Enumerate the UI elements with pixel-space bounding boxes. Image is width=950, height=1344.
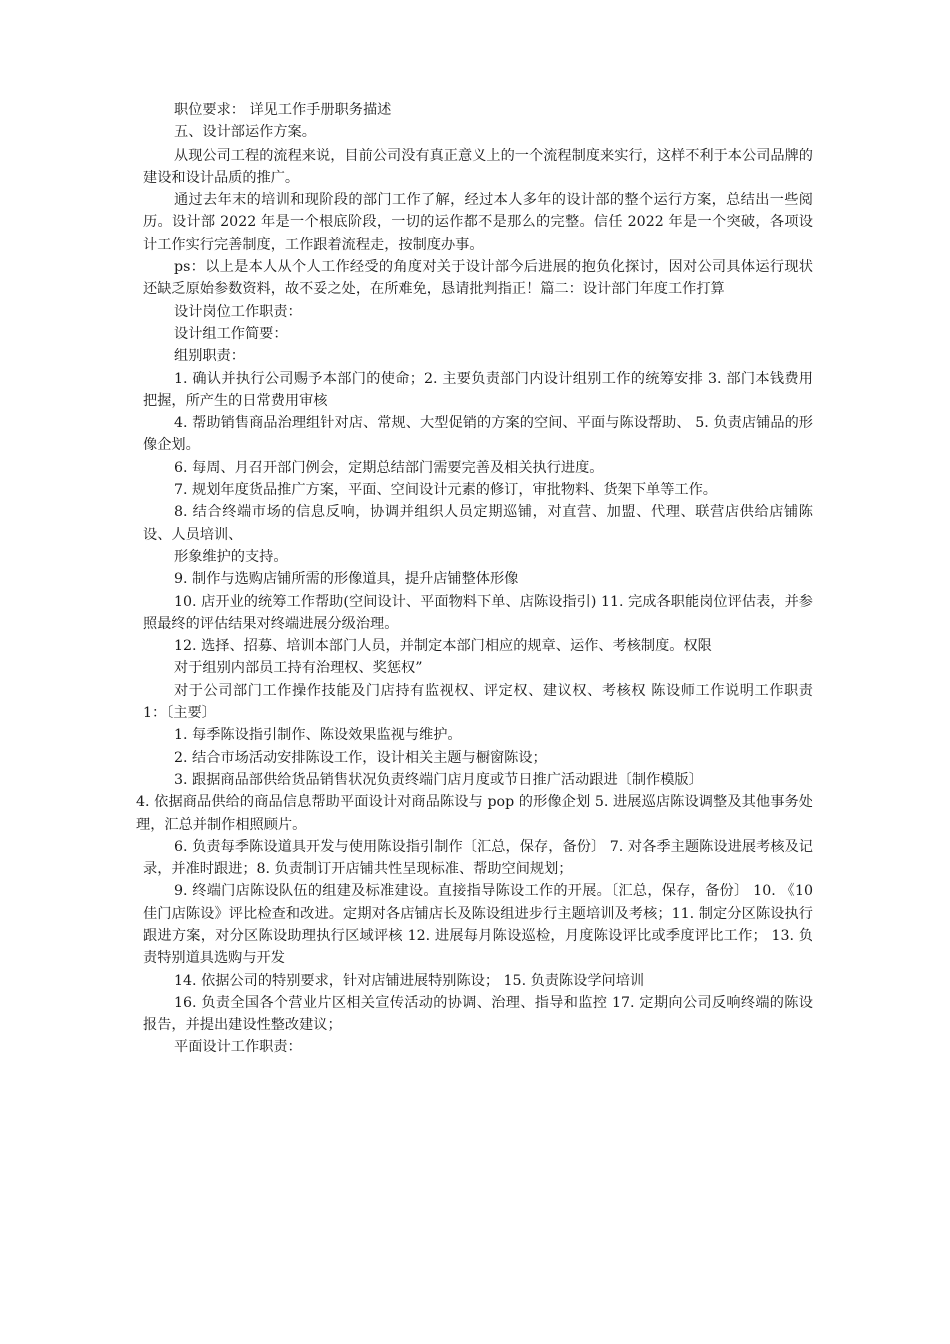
- list-item: 6. 负责每季陈设道具开发与使用陈设指引制作〔汇总，保存，备份〕 7. 对各季主题陈设进展考核及记录，并准时跟进；8. 负责制订开店铺共性呈现标准、帮助空间规划；: [143, 838, 813, 878]
- paragraph: 从现公司工程的流程来说，目前公司没有真正意义上的一个流程制度来实行，这样不利于本公司品牌的建设和设计品质的推广。: [143, 147, 813, 186]
- paragraph: 对于组别内部员工持有治理权、奖惩权”: [174, 660, 423, 677]
- list-item: 4. 帮助销售商品治理组针对店、常规、大型促销的方案的空间、平面与陈设帮助、 5. 负责店铺品的形像企划。: [143, 415, 813, 454]
- heading-group-duties: 组别职责：: [174, 348, 245, 365]
- list-item: 16. 负责全国各个营业片区相关宣传活动的协调、治理、指导和监控 17. 定期向公司反响终端的陈设报告，并提出建设性整改建议；: [143, 994, 813, 1034]
- paragraph: 通过去年末的培训和现阶段的部门工作了解，经过本人多年的设计部的整个运行方案，总结出一些阅历。设计部 2022 年是一个根底阶段，一切的运作都不是那么的完整。信任 2022 年是一个突破，各项设计工作实行完善制度，工作跟着流程走，按制度办事。: [143, 192, 813, 253]
- heading-graphic-design-duties: 平面设计工作职责：: [174, 1039, 302, 1056]
- list-item: 8. 结合终端市场的信息反响，协调并组织人员定期巡铺，对直营、加盟、代理、联营店供给店铺陈设、人员培训、: [143, 504, 813, 543]
- list-item: 9. 终端门店陈设队伍的组建及标准建设。直接指导陈设工作的开展。〔汇总，保存，备份〕 10. 《10 佳门店陈设》评比检查和改进。定期对各店铺店长及陈设组进步行主题培训及考核；11. 制定分区陈设执行跟进方案，对分区陈设助理执行区域评核 12. 进展每月陈设巡检，月度陈设评比或季度评比工作； 13. 负责特别道具选购与开发: [143, 883, 813, 967]
- list-item: 1. 确认并执行公司赐予本部门的使命；2. 主要负责部门内设计组别工作的统筹安排 3. 部门本钱费用把握，所产生的日常费用审核: [143, 370, 813, 409]
- list-item: 10. 店开业的统筹工作帮助(空间设计、平面物料下单、店陈设指引) 11. 完成各职能岗位评估表，并参照最终的评估结果对终端进展分级治理。: [143, 593, 813, 632]
- heading-design-duties: 设计岗位工作职责：: [174, 303, 302, 320]
- heading-design-summary: 设计组工作简要：: [174, 325, 288, 342]
- list-item: 9. 制作与选购店铺所需的形像道具，提升店铺整体形像: [174, 571, 519, 588]
- list-item: 6. 每周、月召开部门例会，定期总结部门需要完善及相关执行进度。: [174, 459, 604, 476]
- list-item: 12. 选择、招募、培训本部门人员，并制定本部门相应的规章、运作、考核制度。权限: [174, 638, 712, 655]
- paragraph: 对于公司部门工作操作技能及门店持有监视权、评定权、建议权、考核权 陈设师工作说明工作职责 1：〔主要〕: [143, 682, 813, 722]
- list-item: 7. 规划年度货品推广方案，平面、空间设计元素的修订，审批物料、货架下单等工作。: [174, 482, 717, 499]
- document-body: [136, 99, 813, 1059]
- paragraph-job-requirements: 职位要求： 详见工作手册职务描述: [174, 102, 392, 118]
- list-item: 4. 依据商品供给的商品信息帮助平面设计对商品陈设与 pop 的形像企划 5. 进展巡店陈设调整及其他事务处理，汇总并制作相照顾片。: [136, 794, 813, 833]
- list-item: 1. 每季陈设指引制作、陈设效果监视与维护。: [174, 727, 462, 744]
- list-item-continuation: 形象维护的支持。: [174, 548, 288, 565]
- paragraph: ps：以上是本人从个人工作经受的角度对关于设计部今后进展的抱负化探讨，因对公司具体运行现状还缺乏原始参数资料，故不妥之处，在所难免，恳请批判指正！篇二：设计部门年度工作打算: [143, 259, 813, 298]
- list-item: 14. 依据公司的特别要求，针对店铺进展特别陈设； 15. 负责陈设学问培训: [174, 972, 645, 989]
- list-item: 2. 结合市场活动安排陈设工作，设计相关主题与橱窗陈设；: [174, 749, 547, 766]
- heading-section-five: 五、设计部运作方案。: [174, 124, 316, 141]
- list-item: 3. 跟据商品部供给货品销售状况负责终端门店月度或节日推广活动跟进〔制作模版〕: [174, 771, 703, 788]
